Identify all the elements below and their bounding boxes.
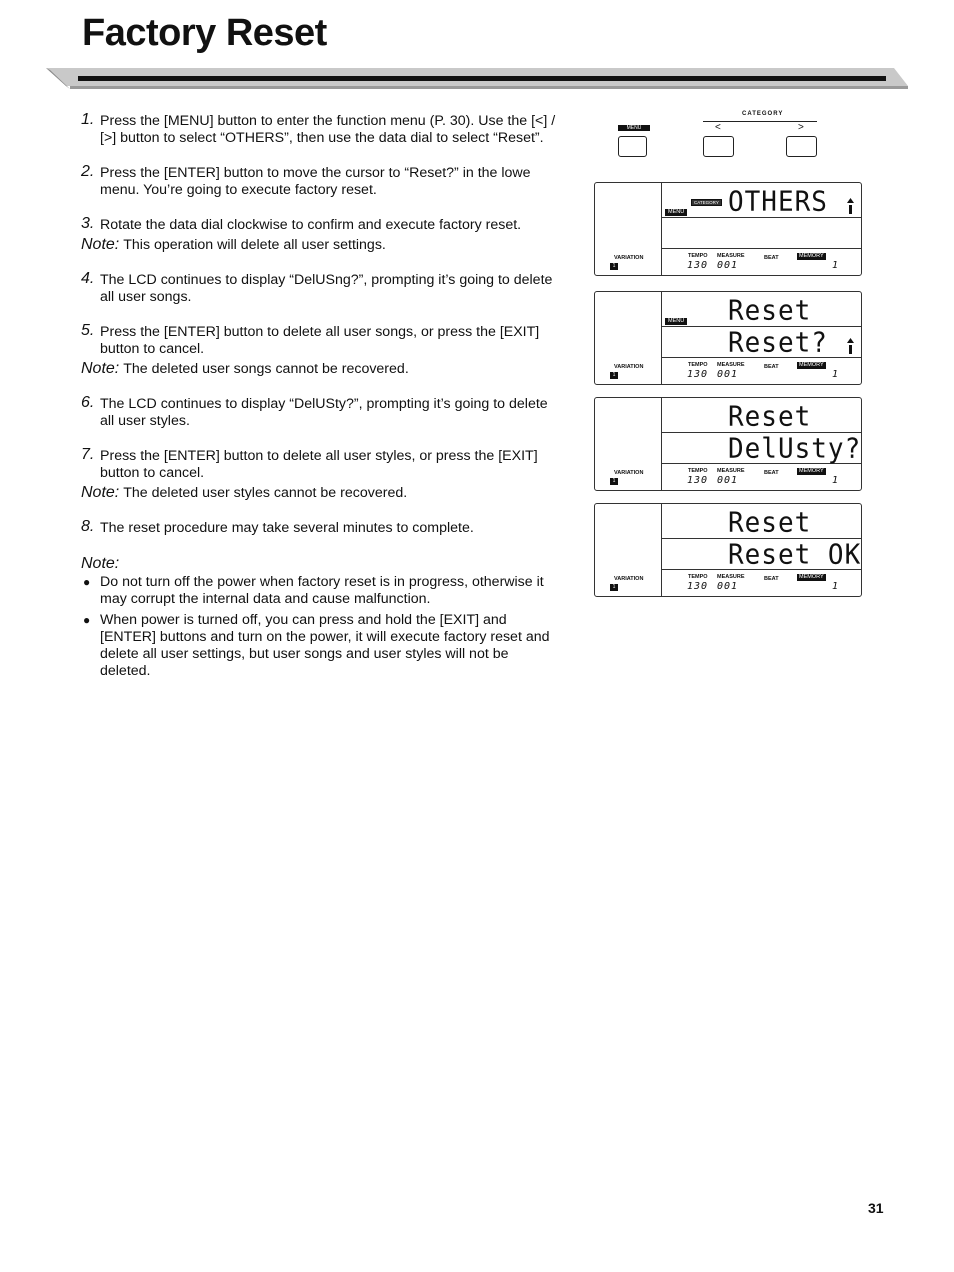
step-1: 1. Press the [MENU] button to enter the function menu (P. 30). Use the [<] / [>] button to select “OTHERS”, then use the data dial to select “Reset”. bbox=[81, 111, 556, 146]
measure-value: 001 bbox=[717, 581, 739, 592]
category-right-button bbox=[786, 136, 817, 157]
note-bullet: ● Do not turn off the power when factory reset is in progress, otherwise it may corrupt the internal data and cause malfunction. bbox=[83, 574, 544, 607]
beat-label: BEAT bbox=[764, 255, 779, 261]
lcd-screen-1 bbox=[594, 182, 862, 276]
lcd-line-2: Reset OK bbox=[728, 539, 862, 571]
measure-label: MEASURE bbox=[717, 253, 745, 259]
final-note-label: Note: bbox=[81, 555, 120, 572]
tempo-label: TEMPO bbox=[688, 468, 708, 474]
measure-value: 001 bbox=[717, 260, 739, 271]
lcd-line-1: Reset bbox=[728, 507, 812, 539]
up-down-icon bbox=[847, 198, 854, 214]
beat-value: 1 bbox=[832, 475, 840, 486]
note-step-7: Note: The deleted user styles cannot be recovered. bbox=[81, 484, 408, 501]
lcd-line-1: Reset bbox=[728, 401, 812, 433]
variation-label: VARIATION bbox=[614, 364, 644, 370]
beat-value: 1 bbox=[832, 369, 840, 380]
variation-number: 1 bbox=[610, 584, 618, 591]
tempo-label: TEMPO bbox=[688, 362, 708, 368]
variation-number: 1 bbox=[610, 372, 618, 379]
variation-label: VARIATION bbox=[614, 255, 644, 261]
title-rule bbox=[46, 64, 908, 92]
step-3: 3. Rotate the data dial clockwise to confirm and execute factory reset. bbox=[81, 215, 522, 233]
menu-tag: MENU bbox=[665, 318, 687, 325]
note-bullet: ● When power is turned off, you can press and hold the [EXIT] and [ENTER] buttons and turn on the power, it will execute factory reset and delete all user settings, but user songs and user styles will not be deleted. bbox=[83, 612, 550, 679]
beat-label: BEAT bbox=[764, 470, 779, 476]
step-2: 2. Press the [ENTER] button to move the cursor to “Reset?” in the lowe menu. You’re going to execute factory reset. bbox=[81, 163, 531, 198]
category-left-button bbox=[703, 136, 734, 157]
step-7: 7. Press the [ENTER] button to delete all user styles, or press the [EXIT] button to cancel. bbox=[81, 446, 538, 481]
measure-value: 001 bbox=[717, 475, 739, 486]
note-step-3: Note: This operation will delete all user settings. bbox=[81, 236, 386, 253]
right-arrow-label: > bbox=[798, 122, 804, 133]
tempo-value: 130 bbox=[687, 369, 709, 380]
measure-label: MEASURE bbox=[717, 574, 745, 580]
variation-number: 1 bbox=[610, 263, 618, 270]
beat-value: 1 bbox=[832, 581, 840, 592]
category-tag: CATEGORY bbox=[691, 199, 722, 206]
measure-label: MEASURE bbox=[717, 468, 745, 474]
variation-label: VARIATION bbox=[614, 576, 644, 582]
lcd-line-1: Reset bbox=[728, 295, 812, 327]
measure-value: 001 bbox=[717, 369, 739, 380]
memory-tag: MEMORY bbox=[799, 253, 824, 259]
beat-value: 1 bbox=[832, 260, 840, 271]
bullet-icon: ● bbox=[83, 613, 91, 627]
lcd-line-2: Reset? bbox=[728, 327, 828, 359]
lcd-line-1: OTHERS bbox=[728, 186, 828, 218]
lcd-line-2: DelUsty? bbox=[728, 433, 862, 465]
up-down-icon bbox=[847, 338, 854, 354]
variation-label: VARIATION bbox=[614, 470, 644, 476]
left-arrow-label: < bbox=[715, 122, 721, 133]
page-title: Factory Reset bbox=[82, 12, 327, 54]
instructions bbox=[81, 113, 556, 684]
menu-button bbox=[618, 136, 647, 157]
tempo-value: 130 bbox=[687, 475, 709, 486]
tempo-label: TEMPO bbox=[688, 253, 708, 259]
menu-label: MENU bbox=[618, 125, 650, 131]
lcd-screen-3 bbox=[594, 397, 862, 491]
lcd-screen-2 bbox=[594, 291, 862, 385]
memory-tag: MEMORY bbox=[799, 362, 824, 368]
note-step-5: Note: The deleted user songs cannot be recovered. bbox=[81, 360, 409, 377]
memory-tag: MEMORY bbox=[799, 468, 824, 474]
tempo-value: 130 bbox=[687, 581, 709, 592]
tempo-label: TEMPO bbox=[688, 574, 708, 580]
tempo-value: 130 bbox=[687, 260, 709, 271]
memory-tag: MEMORY bbox=[799, 574, 824, 580]
step-5: 5. Press the [ENTER] button to delete all user songs, or press the [EXIT] button to cancel. bbox=[81, 322, 540, 357]
page-number: 31 bbox=[868, 1200, 884, 1216]
step-6: 6. The LCD continues to display “DelUSty?”, prompting it’s going to delete all user styles. bbox=[81, 394, 548, 429]
step-4: 4. The LCD continues to display “DelUSng?”, prompting it’s going to delete all user songs. bbox=[81, 270, 553, 305]
measure-label: MEASURE bbox=[717, 362, 745, 368]
beat-label: BEAT bbox=[764, 364, 779, 370]
lcd-screen-4 bbox=[594, 503, 862, 597]
menu-tag: MENU bbox=[665, 209, 687, 216]
bullet-icon: ● bbox=[83, 575, 91, 589]
category-label: CATEGORY bbox=[742, 111, 784, 117]
panel-buttons-illustration bbox=[614, 111, 834, 163]
step-8: 8. The reset procedure may take several minutes to complete. bbox=[81, 518, 474, 536]
variation-number: 1 bbox=[610, 478, 618, 485]
beat-label: BEAT bbox=[764, 576, 779, 582]
